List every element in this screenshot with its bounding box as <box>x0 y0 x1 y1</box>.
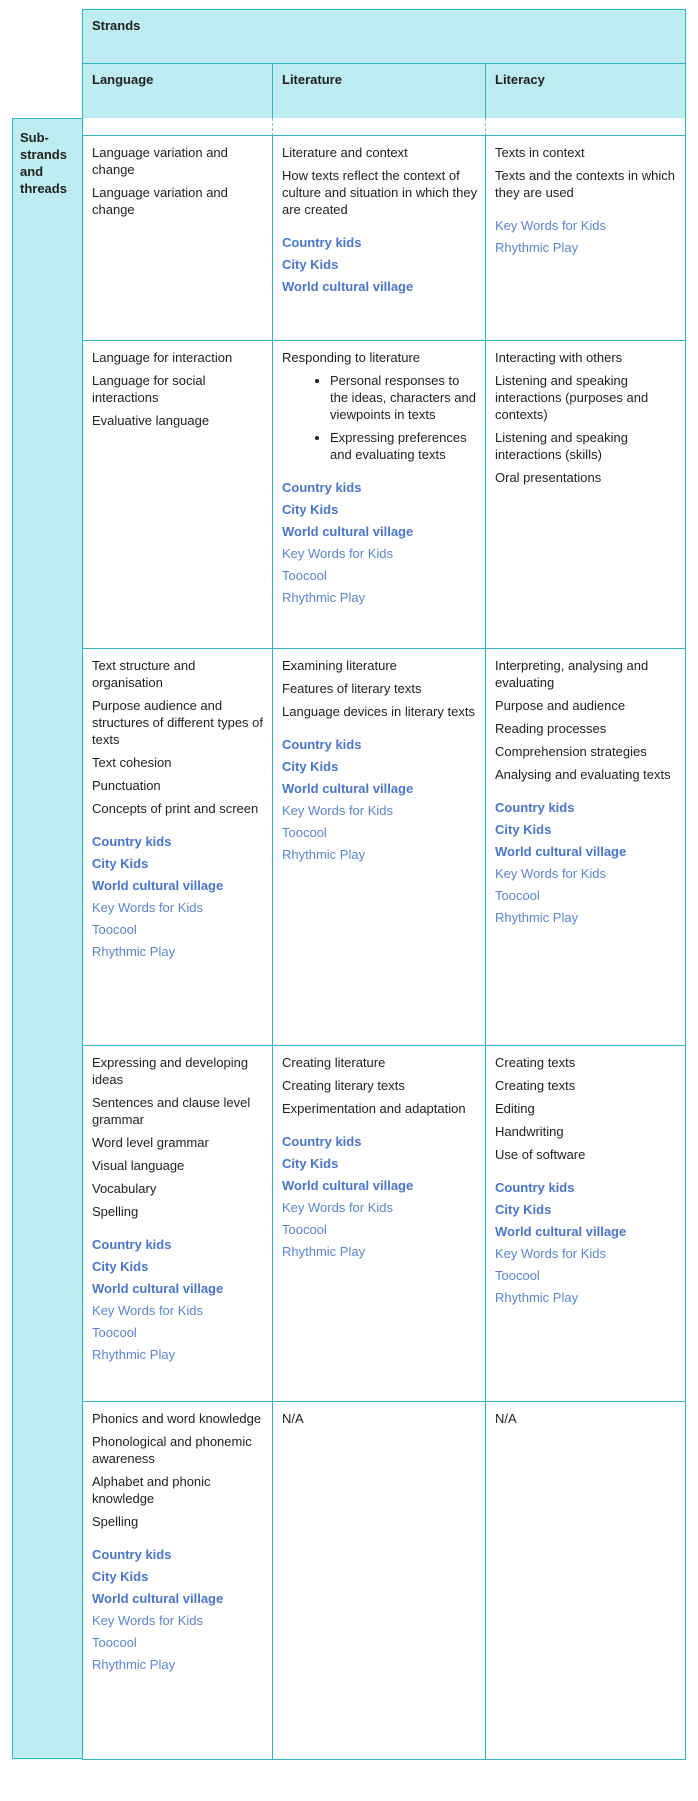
resource-link[interactable]: Key Words for Kids <box>495 218 607 233</box>
resource-link[interactable]: Rhythmic Play <box>282 847 366 862</box>
cell-content <box>282 144 479 298</box>
thread-bullet-list <box>282 372 479 463</box>
thread-text: Creating texts <box>495 1078 576 1093</box>
thread-text: Features of literary texts <box>282 681 422 696</box>
spacer-divider <box>485 118 486 136</box>
table-cell-language <box>82 135 273 341</box>
cell-content <box>92 349 266 435</box>
strands-header <box>82 9 686 64</box>
thread-text: Visual language <box>92 1158 185 1173</box>
cell-content <box>282 657 479 866</box>
substrand-title: Language variation and change <box>92 145 228 177</box>
cell-content <box>495 349 679 492</box>
resource-link[interactable]: Key Words for Kids <box>282 1200 394 1215</box>
cell-content <box>92 1410 266 1676</box>
thread-text: Language variation and change <box>92 185 228 217</box>
resource-link[interactable]: Toocool <box>495 1268 540 1283</box>
thread-text: Phonological and phonemic awareness <box>92 1434 252 1466</box>
thread-text: Reading processes <box>495 721 607 736</box>
cell-content <box>92 144 266 224</box>
resource-link-list <box>495 215 679 259</box>
cell-content <box>495 1410 679 1433</box>
resource-link[interactable]: Country kids <box>92 1237 172 1252</box>
table-cell-literature <box>272 340 486 649</box>
resource-link[interactable]: Rhythmic Play <box>92 944 176 959</box>
resource-link[interactable]: City Kids <box>282 257 339 272</box>
thread-text: Text cohesion <box>92 755 172 770</box>
cell-content <box>92 1054 266 1366</box>
resource-link[interactable]: World cultural village <box>282 1178 414 1193</box>
resource-link-list <box>282 1131 479 1263</box>
cell-content <box>282 1054 479 1263</box>
substrand-title: Literature and context <box>282 145 408 160</box>
resource-link[interactable]: City Kids <box>92 1259 149 1274</box>
resource-link[interactable]: World cultural village <box>92 1281 224 1296</box>
resource-link[interactable]: World cultural village <box>495 1224 627 1239</box>
column-header-language <box>82 63 273 119</box>
table-cell-literature <box>272 1045 486 1402</box>
resource-link[interactable]: Country kids <box>495 1180 575 1195</box>
resource-link-list <box>282 477 479 609</box>
resource-link[interactable]: Country kids <box>92 1547 172 1562</box>
spacer-divider <box>272 118 273 136</box>
resource-link[interactable]: Rhythmic Play <box>495 1290 579 1305</box>
thread-text: Sentences and clause level grammar <box>92 1095 251 1127</box>
resource-link[interactable]: World cultural village <box>282 279 414 294</box>
thread-text: Oral presentations <box>495 470 602 485</box>
spacer-row <box>82 118 686 136</box>
resource-link[interactable]: Rhythmic Play <box>282 1244 366 1259</box>
resource-link[interactable]: Toocool <box>282 1222 327 1237</box>
substrand-title: Texts in context <box>495 145 585 160</box>
resource-link[interactable]: Rhythmic Play <box>282 590 366 605</box>
thread-text: Spelling <box>92 1204 139 1219</box>
resource-link[interactable]: Toocool <box>282 825 327 840</box>
column-header-label: Literacy <box>495 72 545 87</box>
thread-text: Comprehension strategies <box>495 744 647 759</box>
resource-link-list <box>92 1544 266 1676</box>
thread-text: How texts reflect the context of culture and situation in which they are created <box>282 168 478 217</box>
resource-link[interactable]: World cultural village <box>92 1591 224 1606</box>
resource-link[interactable]: Rhythmic Play <box>495 240 579 255</box>
thread-text: Purpose audience and structures of different types of texts <box>92 698 264 747</box>
resource-link[interactable]: City Kids <box>282 759 339 774</box>
resource-link[interactable]: Country kids <box>282 1134 362 1149</box>
resource-link[interactable]: Country kids <box>282 737 362 752</box>
table-cell-language <box>82 1401 273 1760</box>
table-cell-literature <box>272 648 486 1046</box>
resource-link[interactable]: Key Words for Kids <box>92 1613 204 1628</box>
resource-link[interactable]: Rhythmic Play <box>92 1347 176 1362</box>
substrand-title: Phonics and word knowledge <box>92 1411 262 1426</box>
resource-link[interactable]: City Kids <box>282 502 339 517</box>
resource-link[interactable]: Key Words for Kids <box>282 546 394 561</box>
resource-link[interactable]: World cultural village <box>92 878 224 893</box>
resource-link[interactable]: World cultural village <box>495 844 627 859</box>
thread-text: Listening and speaking interactions (purposes and contexts) <box>495 373 649 422</box>
thread-text: Punctuation <box>92 778 161 793</box>
thread-text: Word level grammar <box>92 1135 209 1150</box>
cell-content <box>282 1410 479 1433</box>
cell-content <box>495 144 679 259</box>
resource-link[interactable]: City Kids <box>92 1569 149 1584</box>
thread-text: Analysing and evaluating texts <box>495 767 671 782</box>
resource-link-list <box>282 232 479 298</box>
cell-content <box>92 657 266 963</box>
resource-link[interactable]: Country kids <box>282 235 362 250</box>
resource-link[interactable]: City Kids <box>495 822 552 837</box>
sidebar-substrands <box>12 118 83 1759</box>
strands-label: Strands <box>92 18 141 33</box>
resource-link[interactable]: City Kids <box>495 1202 552 1217</box>
resource-link[interactable]: Toocool <box>92 922 137 937</box>
resource-link[interactable]: Key Words for Kids <box>495 866 607 881</box>
thread-text: Language devices in literary texts <box>282 704 475 719</box>
thread-text: Creating literary texts <box>282 1078 405 1093</box>
thread-text: Purpose and audience <box>495 698 626 713</box>
resource-link[interactable]: Key Words for Kids <box>282 803 394 818</box>
resource-link[interactable]: Key Words for Kids <box>495 1246 607 1261</box>
thread-text: Texts and the contexts in which they are used <box>495 168 675 200</box>
substrand-title: Creating texts <box>495 1055 576 1070</box>
thread-text: Vocabulary <box>92 1181 157 1196</box>
resource-link-list <box>92 1234 266 1366</box>
table-cell-literacy <box>485 135 686 341</box>
substrand-title: Responding to literature <box>282 350 421 365</box>
table-cell-literature <box>272 1401 486 1760</box>
table-cell-language <box>82 1045 273 1402</box>
resource-link[interactable]: Rhythmic Play <box>92 1657 176 1672</box>
resource-link[interactable]: Toocool <box>92 1325 137 1340</box>
substrand-title: Interpreting, analysing and evaluating <box>495 658 649 690</box>
resource-link[interactable]: Toocool <box>282 568 327 583</box>
resource-link[interactable]: World cultural village <box>282 524 414 539</box>
table-cell-literacy <box>485 648 686 1046</box>
resource-link-list <box>495 797 679 929</box>
resource-link[interactable]: Toocool <box>495 888 540 903</box>
substrand-title: Creating literature <box>282 1055 386 1070</box>
thread-text: Editing <box>495 1101 535 1116</box>
thread-bullet-item: • Personal responses to the ideas, characters and viewpoints in texts <box>330 372 479 423</box>
thread-text: Use of software <box>495 1147 586 1162</box>
sidebar-label: Sub-strands and threads <box>20 130 67 196</box>
resource-link-list <box>92 831 266 963</box>
column-header-literacy <box>485 63 686 119</box>
substrand-title: Interacting with others <box>495 350 623 365</box>
thread-text: Alphabet and phonic knowledge <box>92 1474 211 1506</box>
cell-content <box>495 657 679 929</box>
substrand-title: N/A <box>282 1411 304 1426</box>
column-header-literature <box>272 63 486 119</box>
resource-link-list <box>282 734 479 866</box>
thread-text: Spelling <box>92 1514 139 1529</box>
thread-text: Concepts of print and screen <box>92 801 259 816</box>
substrand-title: Language for interaction <box>92 350 233 365</box>
substrand-title: Text structure and organisation <box>92 658 196 690</box>
thread-text: Evaluative language <box>92 413 210 428</box>
resource-link[interactable]: Key Words for Kids <box>92 1303 204 1318</box>
resource-link-list <box>495 1177 679 1309</box>
table-cell-language <box>82 648 273 1046</box>
resource-link[interactable]: Key Words for Kids <box>92 900 204 915</box>
thread-text: Listening and speaking interactions (skills) <box>495 430 628 462</box>
resource-link[interactable]: Country kids <box>92 834 172 849</box>
thread-text: Language for social interactions <box>92 373 206 405</box>
resource-link[interactable]: Country kids <box>282 480 362 495</box>
thread-text: Experimentation and adaptation <box>282 1101 466 1116</box>
column-header-label: Literature <box>282 72 342 87</box>
resource-link[interactable]: World cultural village <box>282 781 414 796</box>
substrand-title: N/A <box>495 1411 517 1426</box>
table-cell-literacy <box>485 340 686 649</box>
table-cell-language <box>82 340 273 649</box>
substrand-title: Examining literature <box>282 658 397 673</box>
resource-link[interactable]: Country kids <box>495 800 575 815</box>
resource-link[interactable]: Toocool <box>92 1635 137 1650</box>
cell-content <box>282 349 479 609</box>
resource-link[interactable]: Rhythmic Play <box>495 910 579 925</box>
thread-bullet-item: • Expressing preferences and evaluating texts <box>330 429 479 463</box>
cell-content <box>495 1054 679 1309</box>
resource-link[interactable]: City Kids <box>92 856 149 871</box>
table-cell-literature <box>272 135 486 341</box>
column-header-label: Language <box>92 72 154 87</box>
substrand-title: Expressing and developing ideas <box>92 1055 249 1087</box>
thread-text: Handwriting <box>495 1124 564 1139</box>
resource-link[interactable]: City Kids <box>282 1156 339 1171</box>
table-cell-literacy <box>485 1045 686 1402</box>
table-cell-literacy <box>485 1401 686 1760</box>
